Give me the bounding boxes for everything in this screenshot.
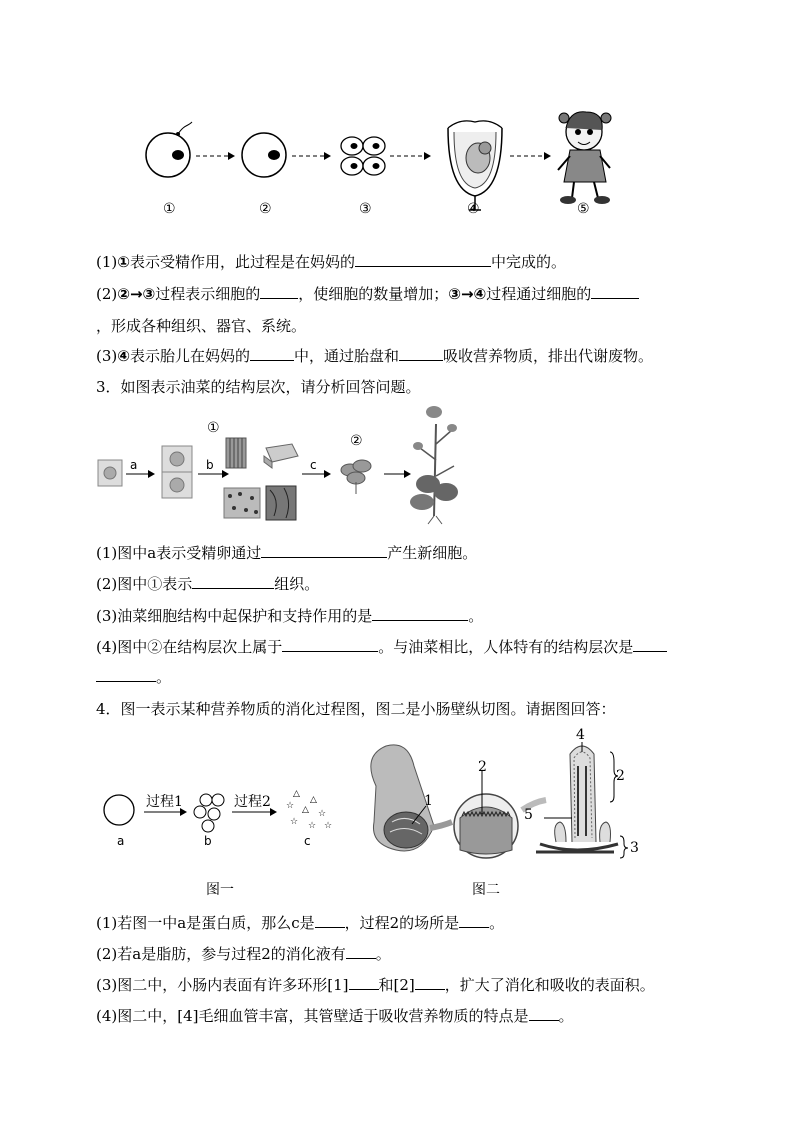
svg-text:☆: ☆: [318, 809, 327, 819]
fertilized-egg-icon: [146, 122, 192, 177]
answer-blank[interactable]: [459, 913, 489, 928]
svg-text:△: △: [302, 805, 309, 815]
figure-label-4: ④: [467, 201, 480, 217]
answer-blank[interactable]: [355, 252, 491, 267]
fig-label-b: b: [206, 458, 214, 472]
fig-label-a: a: [130, 458, 138, 472]
q2-line-1: (1)①表示受精作用，此过程是在妈妈的 中完成的。: [96, 253, 566, 271]
q4-line-3: (3)图二中，小肠内表面有许多环形[1] 和[2] ，扩大了消化和吸收的表面积。: [96, 976, 655, 994]
part-2-label: 2: [478, 759, 487, 775]
answer-blank[interactable]: [260, 284, 298, 299]
figure-one-caption: 图一: [206, 882, 234, 898]
process-2-label: 过程2: [234, 794, 271, 810]
part-5-label: 5: [524, 807, 533, 823]
figure-label-5: ⑤: [577, 201, 590, 217]
q4-line-4: (4)图二中，[4]毛细血管丰富，其管壁适于吸收营养物质的特点是 。: [96, 1007, 574, 1025]
tissues-icon: [224, 438, 298, 520]
part-1-label: 1: [424, 793, 433, 809]
flower-organ-icon: [341, 460, 371, 494]
answer-blank[interactable]: [415, 975, 445, 990]
q2-line-4: (3)④表示胎儿在妈妈的 中，通过胎盘和 吸收营养物质，排出代谢废物。: [96, 347, 653, 365]
answer-blank[interactable]: [192, 574, 274, 589]
q3-title: 3．如图表示油菜的结构层次，请分析回答问题。: [96, 378, 421, 396]
fig-label-organ: ②: [350, 433, 363, 449]
small-intestine-figure: [356, 726, 646, 866]
girl-child-icon: [558, 112, 611, 204]
villus-icon: [536, 746, 618, 852]
development-diagram: [130, 110, 650, 230]
svg-text:△: △: [310, 795, 317, 805]
small-intestine-diagram: [356, 726, 646, 866]
intestine-wall-closeup-icon: [454, 794, 518, 858]
rapeseed-structure-diagram: [96, 404, 476, 528]
figure-label-2: ②: [259, 201, 272, 217]
fig-label-tissue: ①: [207, 420, 220, 436]
figure-two-caption: 图二: [472, 882, 500, 898]
q4-line-2: (2)若a是脂肪，参与过程2的消化液有 。: [96, 945, 391, 963]
part-4-label: 4: [576, 727, 585, 743]
q2-line-2: (2)②→③过程表示细胞的 ，使细胞的数量增加；③→④过程通过细胞的: [96, 284, 639, 304]
q4-title: 4．图一表示某种营养物质的消化过程图，图二是小肠壁纵切图。请据图回答：: [96, 700, 616, 718]
q3-line-2: (2)图中①表示 组织。: [96, 575, 320, 593]
four-cell-embryo-icon: [341, 137, 385, 175]
part-2b-label: 2: [616, 768, 625, 784]
process-1-label: 过程1: [146, 794, 183, 810]
answer-blank[interactable]: [261, 543, 387, 558]
answer-blank[interactable]: [282, 637, 378, 652]
answer-blank[interactable]: [591, 284, 639, 299]
svg-text:☆: ☆: [286, 801, 295, 811]
answer-blank[interactable]: [633, 637, 667, 652]
figure-label-1: ①: [163, 201, 176, 217]
rapeseed-structure-figure: [96, 404, 476, 528]
q2-line-3: ，形成各种组织、器官、系统。: [96, 317, 307, 335]
development-figure: [130, 110, 650, 230]
answer-blank[interactable]: [315, 913, 345, 928]
answer-blank[interactable]: [399, 346, 443, 361]
zygote-icon: [242, 133, 286, 177]
svg-text:☆: ☆: [290, 817, 299, 827]
answer-blank[interactable]: [529, 1006, 559, 1021]
q3-line-5: 。: [96, 667, 171, 687]
svg-text:☆: ☆: [308, 821, 317, 831]
single-cell-icon: [98, 460, 122, 486]
q3-line-3: (3)油菜细胞结构中起保护和支持作用的是 。: [96, 607, 484, 625]
fig1-label-c: c: [304, 834, 311, 848]
answer-blank[interactable]: [349, 975, 379, 990]
svg-text:☆: ☆: [324, 821, 333, 831]
dividing-cells-icon: [162, 446, 192, 498]
fetus-in-uterus-icon: [448, 121, 502, 210]
fig1-label-a: a: [117, 834, 125, 848]
fig-label-c: c: [310, 458, 317, 472]
svg-text:△: △: [293, 789, 300, 799]
figure-label-3: ③: [359, 201, 372, 217]
fig1-label-b: b: [204, 834, 212, 848]
answer-blank[interactable]: [250, 346, 294, 361]
q3-line-4: (4)图中②在结构层次上属于 。与油菜相比，人体特有的结构层次是: [96, 637, 667, 657]
answer-blank[interactable]: [346, 944, 376, 959]
rapeseed-plant-icon: [410, 406, 458, 524]
answer-blank[interactable]: [96, 667, 156, 682]
answer-blank[interactable]: [372, 606, 468, 621]
part-3-label: 3: [630, 840, 639, 856]
q4-line-1: (1)若图一中a是蛋白质，那么c是 ，过程2的场所是 。: [96, 914, 505, 932]
q3-line-1: (1)图中a表示受精卵通过 产生新细胞。: [96, 544, 478, 562]
